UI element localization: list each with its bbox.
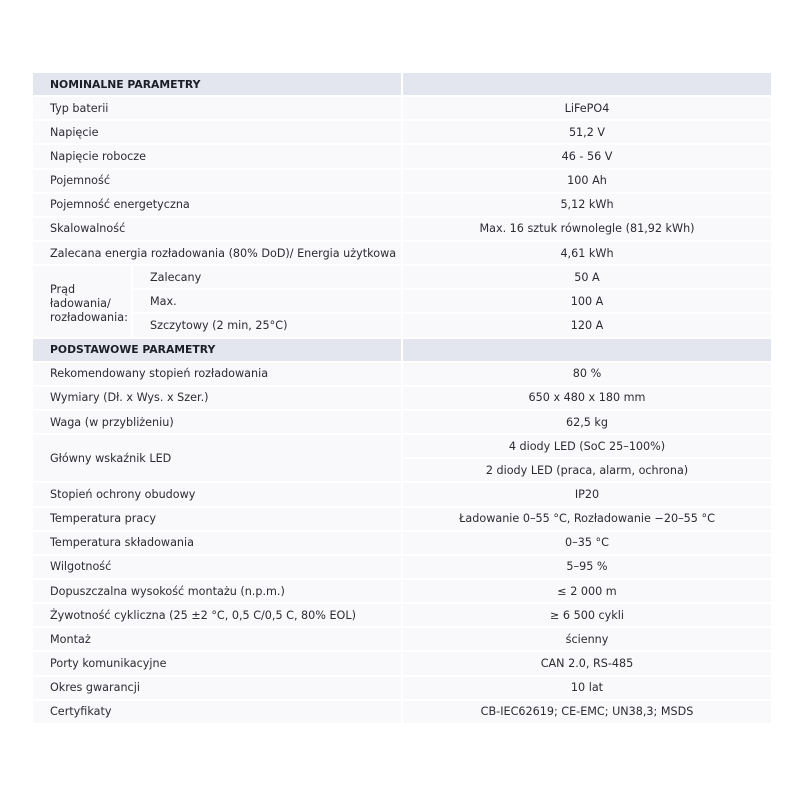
- row-label: Porty komunikacyjne: [33, 652, 401, 674]
- row-value: 5,12 kWh: [403, 194, 771, 216]
- row-value: 120 A: [403, 314, 771, 336]
- row-value: ścienny: [403, 628, 771, 650]
- section-title: NOMINALNE PARAMETRY: [33, 73, 401, 95]
- row-value: 100 A: [403, 290, 771, 312]
- table-row: [33, 121, 771, 143]
- sub-row-label: Zalecany: [133, 266, 401, 288]
- row-label: Temperatura pracy: [33, 508, 401, 530]
- section-header: [33, 339, 771, 361]
- row-value: ≥ 6 500 cykli: [403, 604, 771, 626]
- table-row: [33, 483, 771, 505]
- row-value: 4 diody LED (SoC 25–100%): [403, 435, 771, 457]
- table-row: [33, 314, 771, 336]
- row-value: 51,2 V: [403, 121, 771, 143]
- row-value: ≤ 2 000 m: [403, 580, 771, 602]
- table-row: [33, 652, 771, 674]
- row-label: Napięcie: [33, 121, 401, 143]
- row-label: Montaż: [33, 628, 401, 650]
- row-value: LiFePO4: [403, 97, 771, 119]
- table-row: [33, 628, 771, 650]
- table-row: [33, 677, 771, 699]
- table-row: [33, 266, 771, 288]
- row-value: 2 diody LED (praca, alarm, ochrona): [403, 459, 771, 481]
- row-label: Napięcie robocze: [33, 145, 401, 167]
- row-label: Wilgotność: [33, 556, 401, 578]
- row-value: CB-IEC62619; CE-EMC; UN38,3; MSDS: [403, 701, 771, 723]
- row-value: 4,61 kWh: [403, 242, 771, 264]
- row-value: 0–35 °C: [403, 532, 771, 554]
- table-row: [33, 411, 771, 433]
- row-value: Ładowanie 0–55 °C, Rozładowanie −20–55 °C: [403, 508, 771, 530]
- section-header: [33, 73, 771, 95]
- table-row: [33, 363, 771, 385]
- group-label: Prąd ładowania/ rozładowania:: [33, 266, 131, 336]
- row-label: Pojemność: [33, 170, 401, 192]
- row-label: Typ baterii: [33, 97, 401, 119]
- table-row: [33, 580, 771, 602]
- table-row: [33, 218, 771, 240]
- row-value: 46 - 56 V: [403, 145, 771, 167]
- row-value: 50 A: [403, 266, 771, 288]
- row-value: 650 x 480 x 180 mm: [403, 387, 771, 409]
- row-label: Żywotność cykliczna (25 ±2 °C, 0,5 C/0,5 C, 80% EOL): [33, 604, 401, 626]
- row-label: Rekomendowany stopień rozładowania: [33, 363, 401, 385]
- table-row: [33, 97, 771, 119]
- section-title: PODSTAWOWE PARAMETRY: [33, 339, 401, 361]
- table-row: [33, 532, 771, 554]
- table-row: [33, 435, 771, 457]
- row-value: 5–95 %: [403, 556, 771, 578]
- table-row: [33, 556, 771, 578]
- table-row: [33, 290, 771, 312]
- table-row: [33, 387, 771, 409]
- row-label: Temperatura składowania: [33, 532, 401, 554]
- table-row: [33, 508, 771, 530]
- table-row: [33, 145, 771, 167]
- row-value: 80 %: [403, 363, 771, 385]
- page-top-band: [0, 0, 800, 66]
- row-label: Wymiary (Dł. x Wys. x Szer.): [33, 387, 401, 409]
- row-label: Waga (w przybliżeniu): [33, 411, 401, 433]
- sub-row-label: Max.: [133, 290, 401, 312]
- row-value: CAN 2.0, RS-485: [403, 652, 771, 674]
- row-label: Certyfikaty: [33, 701, 401, 723]
- row-label: Zalecana energia rozładowania (80% DoD)/ Energia użytkowa: [33, 242, 401, 264]
- row-label: Skalowalność: [33, 218, 401, 240]
- row-label: Główny wskaźnik LED: [33, 435, 401, 481]
- row-value: 100 Ah: [403, 170, 771, 192]
- table-row: [33, 194, 771, 216]
- row-label: Okres gwarancji: [33, 677, 401, 699]
- row-value: 10 lat: [403, 677, 771, 699]
- section-header-value-cell: [403, 339, 771, 361]
- spec-table: [31, 71, 773, 725]
- table-row: [33, 604, 771, 626]
- row-value: IP20: [403, 483, 771, 505]
- row-value: Max. 16 sztuk równolegle (81,92 kWh): [403, 218, 771, 240]
- table-row: [33, 701, 771, 723]
- sub-row-label: Szczytowy (2 min, 25°C): [133, 314, 401, 336]
- row-label: Dopuszczalna wysokość montażu (n.p.m.): [33, 580, 401, 602]
- row-value: 62,5 kg: [403, 411, 771, 433]
- table-row: [33, 242, 771, 264]
- section-header-value-cell: [403, 73, 771, 95]
- row-label: Pojemność energetyczna: [33, 194, 401, 216]
- row-label: Stopień ochrony obudowy: [33, 483, 401, 505]
- table-row: [33, 170, 771, 192]
